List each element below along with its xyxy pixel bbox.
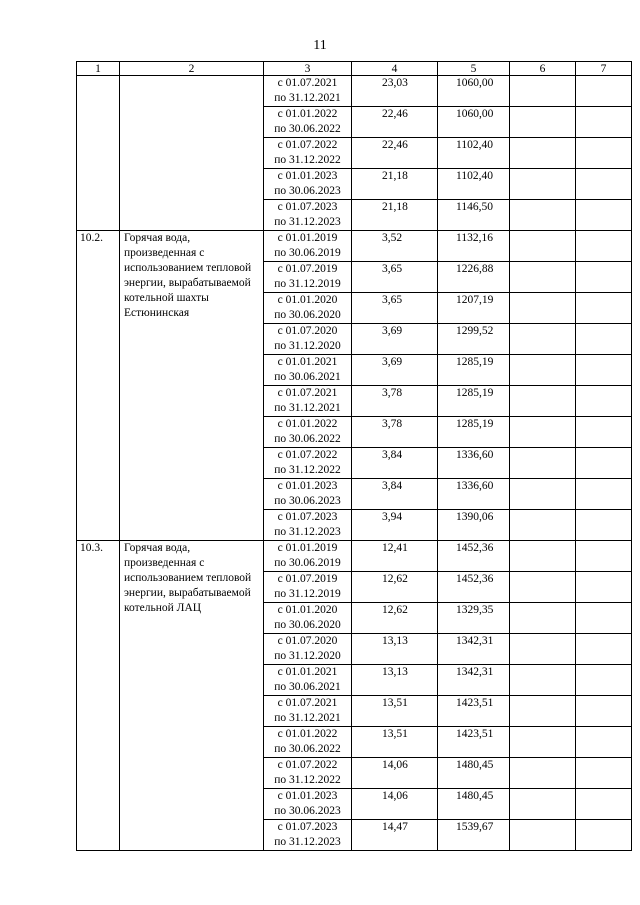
period-cell (264, 448, 352, 479)
tariff-cell: 1329,35 (438, 603, 510, 634)
value-cell: 12,62 (352, 603, 438, 634)
empty-cell-6 (510, 789, 576, 820)
period-to: по 30.06.2021 (274, 681, 341, 693)
period-to: по 30.06.2022 (274, 433, 341, 445)
value-cell: 23,03 (352, 76, 438, 107)
period-to: по 31.12.2019 (274, 588, 341, 600)
period-from: с 01.07.2021 (277, 77, 338, 89)
empty-cell-6 (510, 634, 576, 665)
value-cell: 13,13 (352, 634, 438, 665)
period-from: с 01.01.2023 (277, 790, 338, 802)
value-cell: 22,46 (352, 138, 438, 169)
column-number-row (77, 62, 632, 76)
value-cell: 3,69 (352, 355, 438, 386)
empty-cell-6 (510, 758, 576, 789)
empty-cell-7 (576, 355, 632, 386)
empty-cell-7 (576, 107, 632, 138)
tariff-cell: 1060,00 (438, 107, 510, 138)
period-from: с 01.07.2022 (277, 139, 338, 151)
period-cell (264, 758, 352, 789)
period-from: с 01.07.2021 (277, 387, 338, 399)
period-to: по 30.06.2022 (274, 743, 341, 755)
period-cell (264, 76, 352, 107)
value-cell: 22,46 (352, 107, 438, 138)
empty-cell-7 (576, 479, 632, 510)
tariff-cell: 1132,16 (438, 231, 510, 262)
table-row (77, 76, 632, 107)
period-to: по 30.06.2020 (274, 309, 341, 321)
tariff-cell: 1480,45 (438, 758, 510, 789)
tariff-cell: 1452,36 (438, 541, 510, 572)
period-from: с 01.07.2020 (277, 325, 338, 337)
value-cell: 3,94 (352, 510, 438, 541)
tariff-cell: 1452,36 (438, 572, 510, 603)
empty-cell-7 (576, 634, 632, 665)
empty-cell-7 (576, 448, 632, 479)
empty-cell-7 (576, 572, 632, 603)
period-to: по 30.06.2019 (274, 247, 341, 259)
item-description-cell: Горячая вода, произведенная с использованием тепловой энергии, вырабатываемой котельной шахты Естюнинская (120, 231, 264, 541)
empty-cell-6 (510, 696, 576, 727)
value-cell: 12,62 (352, 572, 438, 603)
empty-cell-6 (510, 727, 576, 758)
period-to: по 30.06.2023 (274, 805, 341, 817)
tariff-cell: 1285,19 (438, 386, 510, 417)
period-to: по 31.12.2020 (274, 650, 341, 662)
empty-cell-7 (576, 231, 632, 262)
period-to: по 31.12.2023 (274, 836, 341, 848)
empty-cell-6 (510, 603, 576, 634)
period-cell (264, 572, 352, 603)
period-from: с 01.01.2019 (277, 542, 338, 554)
period-cell (264, 293, 352, 324)
value-cell: 14,47 (352, 820, 438, 851)
item-number-cell: 10.2. (77, 231, 120, 541)
value-cell: 3,69 (352, 324, 438, 355)
period-cell (264, 355, 352, 386)
empty-cell-7 (576, 789, 632, 820)
period-cell (264, 665, 352, 696)
period-cell (264, 541, 352, 572)
empty-cell-7 (576, 696, 632, 727)
period-to: по 31.12.2022 (274, 154, 341, 166)
empty-cell-7 (576, 820, 632, 851)
tariff-cell: 1423,51 (438, 727, 510, 758)
tariff-cell: 1342,31 (438, 634, 510, 665)
table-row (77, 231, 632, 262)
empty-cell-7 (576, 324, 632, 355)
period-to: по 30.06.2023 (274, 185, 341, 197)
period-to: по 31.12.2021 (274, 402, 341, 414)
tariff-cell: 1102,40 (438, 169, 510, 200)
period-to: по 31.12.2020 (274, 340, 341, 352)
empty-cell-6 (510, 200, 576, 231)
period-cell (264, 820, 352, 851)
period-from: с 01.07.2019 (277, 263, 338, 275)
empty-cell-7 (576, 541, 632, 572)
tariff-cell: 1146,50 (438, 200, 510, 231)
period-from: с 01.01.2022 (277, 418, 338, 430)
item-number-cell: 10.3. (77, 541, 120, 851)
empty-cell-7 (576, 417, 632, 448)
period-cell (264, 479, 352, 510)
period-cell (264, 510, 352, 541)
period-from: с 01.01.2022 (277, 108, 338, 120)
empty-cell-7 (576, 138, 632, 169)
empty-cell-6 (510, 572, 576, 603)
empty-cell-6 (510, 417, 576, 448)
empty-cell-6 (510, 231, 576, 262)
period-from: с 01.07.2022 (277, 449, 338, 461)
empty-cell-7 (576, 386, 632, 417)
period-cell (264, 200, 352, 231)
period-to: по 31.12.2022 (274, 464, 341, 476)
empty-cell-6 (510, 293, 576, 324)
tariff-cell: 1480,45 (438, 789, 510, 820)
tariff-cell: 1285,19 (438, 417, 510, 448)
period-from: с 01.07.2019 (277, 573, 338, 585)
column-header: 3 (264, 62, 352, 76)
empty-cell-7 (576, 169, 632, 200)
tariff-cell: 1342,31 (438, 665, 510, 696)
tariff-table (76, 61, 632, 851)
tariff-cell: 1336,60 (438, 479, 510, 510)
value-cell: 21,18 (352, 200, 438, 231)
period-to: по 31.12.2019 (274, 278, 341, 290)
period-to: по 30.06.2023 (274, 495, 341, 507)
period-cell (264, 603, 352, 634)
empty-cell-6 (510, 355, 576, 386)
empty-cell-7 (576, 758, 632, 789)
period-cell (264, 262, 352, 293)
empty-cell-6 (510, 76, 576, 107)
empty-cell-6 (510, 479, 576, 510)
column-header: 6 (510, 62, 576, 76)
period-from: с 01.01.2020 (277, 294, 338, 306)
period-from: с 01.07.2023 (277, 201, 338, 213)
period-cell (264, 696, 352, 727)
tariff-cell: 1336,60 (438, 448, 510, 479)
period-cell (264, 789, 352, 820)
value-cell: 21,18 (352, 169, 438, 200)
empty-cell-6 (510, 665, 576, 696)
period-to: по 31.12.2022 (274, 774, 341, 786)
tariff-cell: 1539,67 (438, 820, 510, 851)
column-header: 5 (438, 62, 510, 76)
value-cell: 14,06 (352, 789, 438, 820)
value-cell: 3,78 (352, 417, 438, 448)
period-from: с 01.01.2021 (277, 356, 338, 368)
empty-cell-7 (576, 76, 632, 107)
value-cell: 3,84 (352, 479, 438, 510)
period-to: по 30.06.2021 (274, 371, 341, 383)
empty-cell-7 (576, 200, 632, 231)
tariff-cell: 1299,52 (438, 324, 510, 355)
period-cell (264, 324, 352, 355)
page-number: 11 (313, 38, 327, 53)
column-header: 7 (576, 62, 632, 76)
period-from: с 01.01.2023 (277, 170, 338, 182)
empty-cell-7 (576, 603, 632, 634)
period-to: по 31.12.2021 (274, 712, 341, 724)
period-from: с 01.07.2023 (277, 821, 338, 833)
empty-cell-6 (510, 820, 576, 851)
item-description-cell: Горячая вода, произведенная с использованием тепловой энергии, вырабатываемой котельной ЛАЦ (120, 541, 264, 851)
tariff-cell: 1102,40 (438, 138, 510, 169)
empty-cell-6 (510, 510, 576, 541)
tariff-cell: 1390,06 (438, 510, 510, 541)
value-cell: 13,51 (352, 696, 438, 727)
empty-cell-7 (576, 262, 632, 293)
period-from: с 01.01.2022 (277, 728, 338, 740)
empty-cell-6 (510, 138, 576, 169)
period-from: с 01.01.2019 (277, 232, 338, 244)
period-cell (264, 169, 352, 200)
tariff-cell: 1423,51 (438, 696, 510, 727)
empty-cell-6 (510, 324, 576, 355)
empty-cell-6 (510, 262, 576, 293)
period-cell (264, 107, 352, 138)
period-from: с 01.01.2023 (277, 480, 338, 492)
value-cell: 3,84 (352, 448, 438, 479)
period-cell (264, 138, 352, 169)
value-cell: 3,78 (352, 386, 438, 417)
empty-cell-7 (576, 727, 632, 758)
column-header: 2 (120, 62, 264, 76)
value-cell: 13,51 (352, 727, 438, 758)
period-from: с 01.01.2021 (277, 666, 338, 678)
value-cell: 14,06 (352, 758, 438, 789)
empty-cell-6 (510, 541, 576, 572)
empty-cell-7 (576, 293, 632, 324)
period-cell (264, 417, 352, 448)
empty-cell-6 (510, 448, 576, 479)
period-to: по 30.06.2022 (274, 123, 341, 135)
period-from: с 01.07.2020 (277, 635, 338, 647)
period-from: с 01.01.2020 (277, 604, 338, 616)
tariff-cell: 1060,00 (438, 76, 510, 107)
empty-cell-7 (576, 510, 632, 541)
period-cell (264, 386, 352, 417)
empty-cell-7 (576, 665, 632, 696)
tariff-cell: 1207,19 (438, 293, 510, 324)
empty-cell-6 (510, 386, 576, 417)
column-header: 4 (352, 62, 438, 76)
value-cell: 13,13 (352, 665, 438, 696)
period-cell (264, 634, 352, 665)
table-row (77, 541, 632, 572)
period-from: с 01.07.2021 (277, 697, 338, 709)
period-to: по 31.12.2021 (274, 92, 341, 104)
period-from: с 01.07.2022 (277, 759, 338, 771)
period-cell (264, 727, 352, 758)
item-description-cell (120, 76, 264, 231)
tariff-cell: 1226,88 (438, 262, 510, 293)
value-cell: 3,52 (352, 231, 438, 262)
value-cell: 12,41 (352, 541, 438, 572)
item-number-cell (77, 76, 120, 231)
period-cell (264, 231, 352, 262)
value-cell: 3,65 (352, 293, 438, 324)
period-to: по 30.06.2020 (274, 619, 341, 631)
period-to: по 31.12.2023 (274, 526, 341, 538)
column-header: 1 (77, 62, 120, 76)
value-cell: 3,65 (352, 262, 438, 293)
period-to: по 30.06.2019 (274, 557, 341, 569)
empty-cell-6 (510, 169, 576, 200)
period-to: по 31.12.2023 (274, 216, 341, 228)
empty-cell-6 (510, 107, 576, 138)
tariff-cell: 1285,19 (438, 355, 510, 386)
period-from: с 01.07.2023 (277, 511, 338, 523)
